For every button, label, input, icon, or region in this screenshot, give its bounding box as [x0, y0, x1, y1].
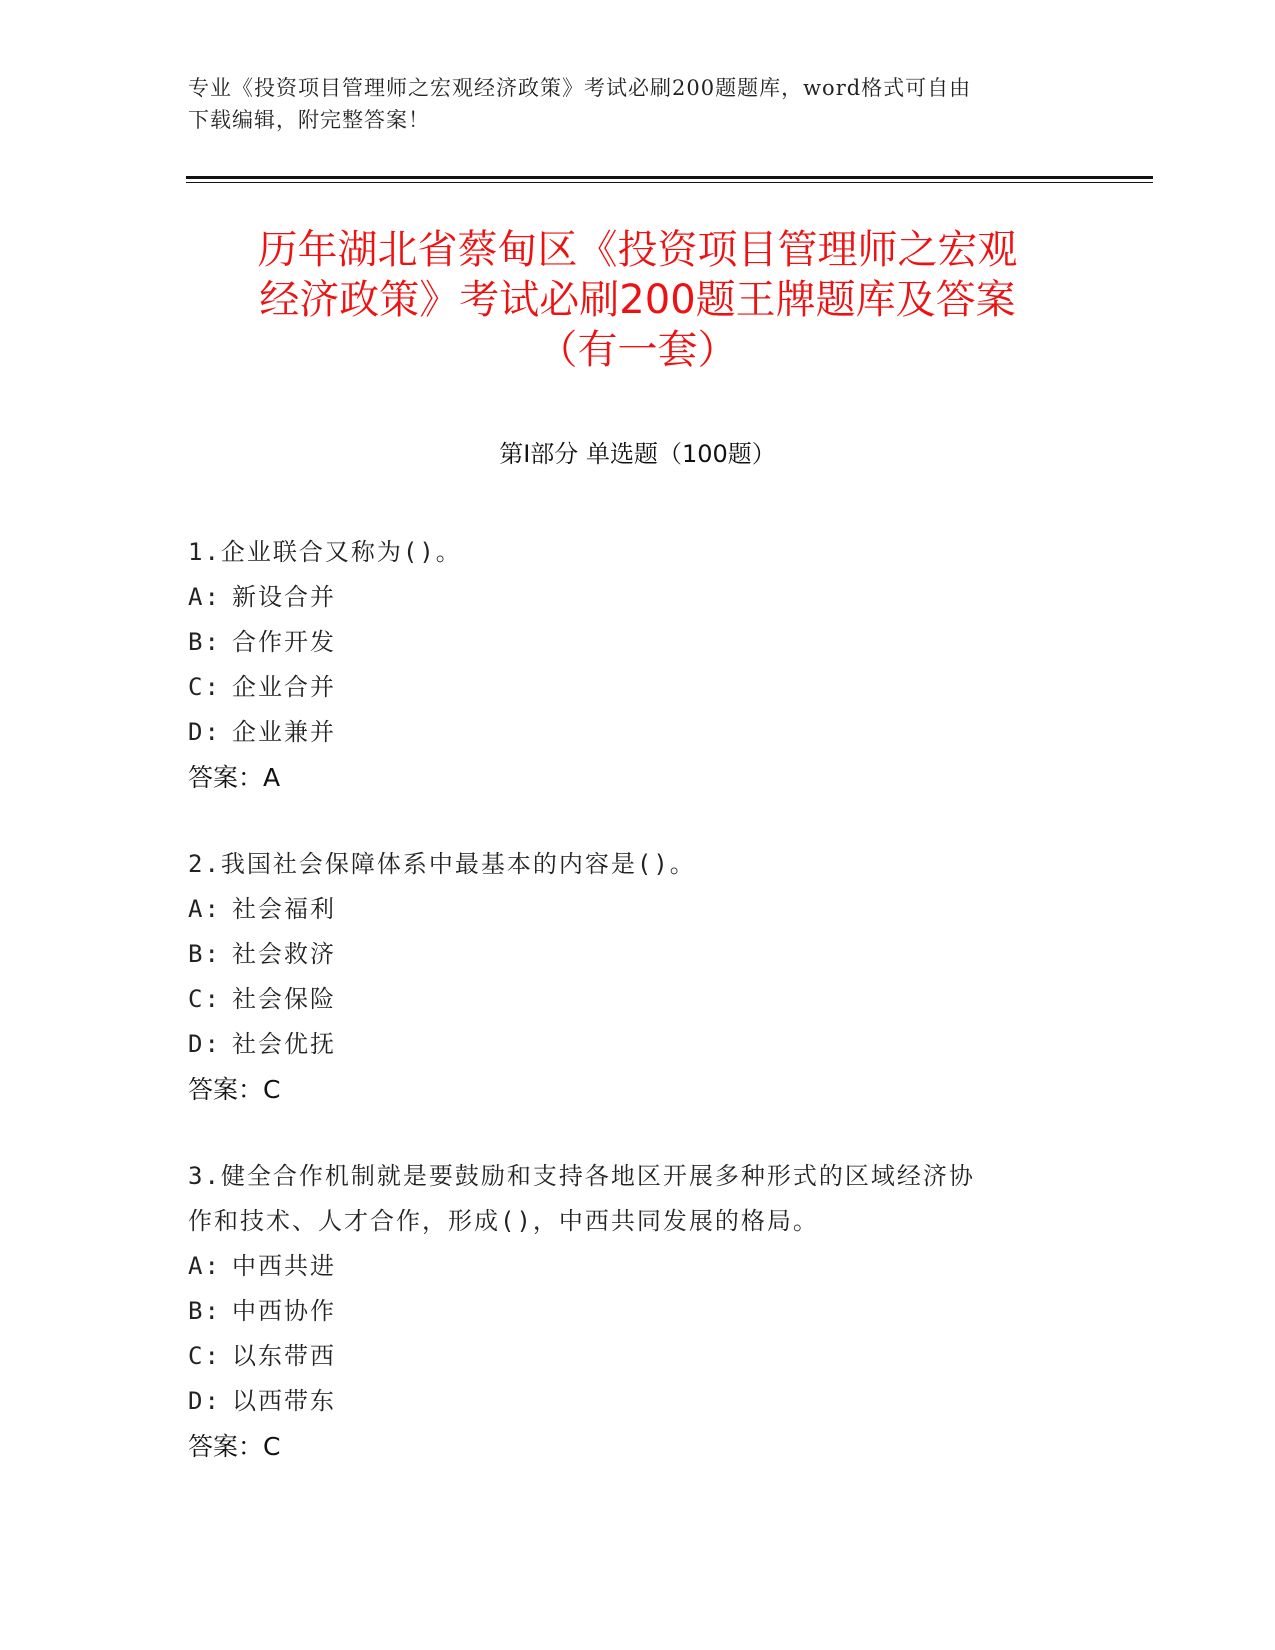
- option-key: A:: [188, 895, 221, 923]
- option-c: [188, 977, 1068, 1022]
- option-b: [188, 620, 1068, 665]
- option-key: D:: [188, 1387, 221, 1415]
- option-a: [188, 1244, 1068, 1289]
- header-note-line-1: 专业《投资项目管理师之宏观经济政策》考试必刷200题题库，word格式可自由: [188, 76, 972, 100]
- option-key: B:: [188, 628, 221, 656]
- option-b: [188, 932, 1068, 977]
- option-d: [188, 1379, 1068, 1424]
- option-a: [188, 887, 1068, 932]
- header-divider-thick: [186, 176, 1153, 179]
- option-key: A:: [188, 583, 221, 611]
- option-d: [188, 1022, 1068, 1067]
- option-b: [188, 1289, 1068, 1334]
- option-key: D:: [188, 718, 221, 746]
- option-c: [188, 665, 1068, 710]
- header-divider-thin: [186, 182, 1153, 183]
- option-text: 社会福利: [232, 895, 336, 923]
- answer-line: 答案：C: [188, 1432, 281, 1461]
- document-title-line-1: 历年湖北省蔡甸区《投资项目管理师之宏观: [257, 227, 1018, 273]
- option-text: 企业兼并: [232, 718, 336, 746]
- question-text: 1.企业联合又称为()。: [188, 538, 462, 566]
- option-key: C:: [188, 1342, 221, 1370]
- option-text: 社会救济: [232, 940, 336, 968]
- header-note-line-2: 下载编辑，附完整答案！: [188, 108, 430, 132]
- option-text: 社会优抚: [232, 1030, 336, 1058]
- option-text: 社会保险: [232, 985, 336, 1013]
- option-key: B:: [188, 940, 221, 968]
- option-text: 中西协作: [232, 1297, 336, 1325]
- option-key: C:: [188, 673, 221, 701]
- option-key: B:: [188, 1297, 221, 1325]
- option-c: [188, 1334, 1068, 1379]
- question-text-line-2: 作和技术、人才合作，形成()，中西共同发展的格局。: [188, 1207, 819, 1235]
- option-text: 合作开发: [232, 628, 336, 656]
- question-list: [188, 530, 1068, 1511]
- option-key: A:: [188, 1252, 221, 1280]
- question-item: [188, 1154, 1068, 1469]
- section-heading: 第Ⅰ部分 单选题（100题）: [499, 440, 776, 468]
- option-a: [188, 575, 1068, 620]
- option-text: 中西共进: [232, 1252, 336, 1280]
- option-text: 以东带西: [232, 1342, 336, 1370]
- header-note: [188, 72, 1088, 136]
- option-text: 企业合并: [232, 673, 336, 701]
- answer-line: 答案：C: [188, 1075, 281, 1104]
- question-text: 2.我国社会保障体系中最基本的内容是()。: [188, 850, 696, 878]
- question-text-line-1: 3.健全合作机制就是要鼓励和支持各地区开展多种形式的区域经济协: [188, 1162, 975, 1190]
- option-key: C:: [188, 985, 221, 1013]
- option-text: 新设合并: [232, 583, 336, 611]
- answer-line: 答案：A: [188, 763, 281, 792]
- option-key: D:: [188, 1030, 221, 1058]
- option-text: 以西带东: [232, 1387, 336, 1415]
- question-item: [188, 530, 1068, 800]
- document-title-line-2: 经济政策》考试必刷200题王牌题库及答案: [259, 277, 1016, 323]
- option-d: [188, 710, 1068, 755]
- document-title: [180, 225, 1095, 375]
- document-title-line-3: （有一套）: [537, 327, 738, 373]
- question-item: [188, 842, 1068, 1112]
